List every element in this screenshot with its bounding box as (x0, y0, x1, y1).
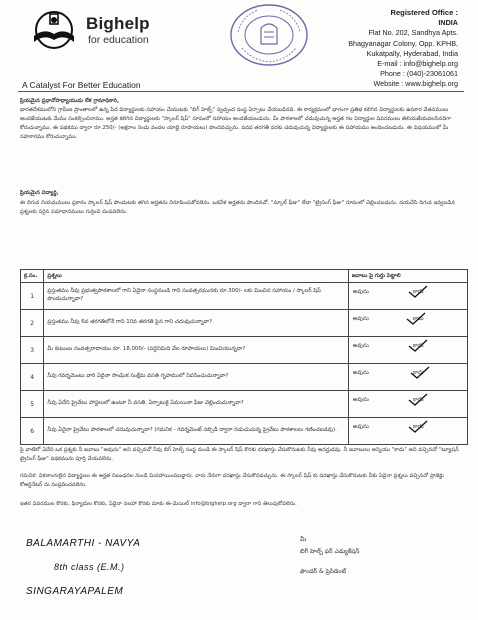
office-website: Website : www.bighelp.org (373, 79, 458, 89)
signature-block (300, 534, 360, 578)
question-text: మీ కుటుంబ సంవత్సరాదాయం రూ. 18,000/- (పద్దెనిమిది వేల రూపాయలు) మించియున్నదా? (44, 337, 348, 364)
handwritten-student-name: BALAMARTHI - NAVYA (26, 538, 141, 549)
eligibility-questions-table (20, 269, 468, 445)
letter-paragraph-note: గమనిక: వికలాంగులైన విద్యార్థులు ఈ అర్హత నిబంధనల నుండి మినహాయింపబడ్డారు. వారు నేరుగా దరఖాస్తు చేసుకొనవచ్చును. ఈ స్కాలర్ షిప్ కు దరఖాస్తు చేసుకొనుటకు నీకు ఏదైనా ప్రశ్నలు వచ్చినచో ప్రాజెక్టు కోఆర్డినేటర్ ను సంప్రదించవలెను. (20, 473, 444, 488)
answer-no-option[interactable]: కాదు (412, 397, 424, 403)
checkmark-icon (409, 366, 431, 380)
answer-cell (348, 391, 467, 418)
office-phone: Phone : (040)-23061061 (380, 69, 458, 79)
salutation-student: ప్రియమైన విద్యార్థి, (20, 190, 59, 196)
answer-yes-option[interactable]: అవును (352, 316, 369, 322)
answer-no-option[interactable]: కాదు (412, 289, 424, 295)
brand-name: Bighelp (86, 14, 150, 33)
letter-paragraph-contact: ఇతర వివరముల కొరకు, ఫిర్యాదుల కొరకు, ఏదైనా సలహా కొరకు మాకు ఈ-మెయిల్ info@bighelp.org ద్వారా గాని తెలుపుకోవలెను. (20, 501, 297, 507)
table-row (21, 283, 468, 310)
answer-no-option[interactable]: కాదు (412, 343, 424, 349)
table-row (21, 310, 468, 337)
answer-yes-option[interactable]: అవును (352, 424, 369, 430)
question-text: ప్రస్తుతము నీవు 6వ తరగతిలోనే గాని 10వ తరగతి పైన గాని చదువుచున్నావా? (44, 310, 348, 337)
answer-yes-option[interactable]: అవును (352, 370, 369, 376)
tagline: A Catalyst For Better Education (22, 80, 141, 90)
row-number: 1 (21, 283, 44, 310)
row-number: 6 (21, 418, 44, 445)
checkmark-icon (407, 339, 429, 353)
signature-organization: బిగ్ హెల్ప్ ఫర్ ఎడ్యుకేషన్ (300, 548, 360, 555)
header-divider (18, 91, 464, 92)
letter-paragraph-1: భారతదేశములోని గ్రామీణ ప్రాంతాలలో ఉన్న పేద విద్యార్థులకు సహాయం చేయుటకు "బిగ్ హెల్ప్" స్వచ్ఛంద సంస్థ ఏర్పాటు చేయబడినది. ఈ కార్యక్రమంలో భాగంగా ప్రతిభ కలిగిన విద్యార్థులకు ఉపకార వేతనములు అందజేయుటకు మేము సంకల్పించినాము. అర్హత కలిగిన విద్యార్థులకు "స్కాలర్ షిప్" రూపంలో సహాయం అందజేయబడును. మీ పాఠశాలలో చదువుచున్న అర్హత గల విద్యార్థుల వివరములు తెలియజేయవలసినదిగా కోరుచున్నాము. ఈ పథకము ద్వారా రూ.250/- (అక్షరాల రెండు వందల యాభై రూపాయలు) పొందవచ్చును. పదవ తరగతి వరకు చదువుచున్న విద్యార్థులకు ఈ సహాయము అందించబడును. ఈ విషయములో మీ సహకారము కోరుచున్నాము. (20, 107, 452, 141)
bighelp-logo (28, 10, 80, 50)
question-text: ప్రస్తుతము నీవు ప్రభుత్వపాఠశాలలో గాని ఏదైనా సంస్థనుండి గాని సంవత్సరమునకు రూ.300/- లకు మించిన సహాయం / స్కాలర్ షిప్ పొందుచున్నావా? (44, 283, 348, 310)
answer-cell (348, 337, 467, 364)
answer-no-option[interactable]: కాదు (412, 424, 424, 430)
row-number: 5 (21, 391, 44, 418)
row-number: 3 (21, 337, 44, 364)
checkmark-icon (405, 312, 427, 326)
signature-prefix: మీ (300, 536, 307, 543)
answer-no-option[interactable]: కాదు (412, 370, 424, 376)
answer-no-option[interactable]: కాదు (412, 316, 424, 322)
table-row (21, 418, 468, 445)
checkmark-icon (407, 393, 429, 407)
salutation-headmaster: ప్రియమైన ప్రధానోపాధ్యాయుడు లేక గ్రామాధికారి, (20, 98, 120, 104)
office-title: Registered Office : (390, 8, 458, 17)
office-country: INDIA (438, 18, 458, 28)
answer-cell (348, 364, 467, 391)
answer-yes-option[interactable]: అవును (352, 397, 369, 403)
table-row (21, 337, 468, 364)
row-number: 2 (21, 310, 44, 337)
question-text: నీవు ఏదైనా ప్రైవేటు పాఠశాలలో చదువుచున్నావా? (గమనిక - గవర్నమెంట్ సబ్సిడీ ద్వారా నడుచుచున్న ప్రైవేటు పాఠశాలలు గణించబడవు). (44, 418, 348, 445)
column-header-number: క్ర.సం. (21, 270, 44, 283)
table-header-row (21, 270, 468, 283)
handwritten-village: SINGARAYAPALEM (26, 586, 124, 597)
office-line: Kukatpally, Hyderabad, India (366, 48, 458, 58)
handwritten-class: 8th class (E.M.) (54, 562, 125, 572)
letter-paragraph-2: ఈ దిగువ నియమములు ప్రకారం స్కాలర్ షిప్ పొందుటకు తగిన అర్హతను నిరూపించుకోవలెను. ఒకవేళ అర్హతను పొందినచో, "స్కూల్ ఫీజు" లేదా "ట్రైనింగ్ ఫీజు" రూపంలో చెల్లించబడును. దయచేసి దిగువ ఇవ్వబడిన ప్రశ్నలకు సరైన సమాధానములు గుర్తించి పంపవలెను. (20, 200, 456, 216)
question-text: నీవు గవర్నమెంటు వారి ఏదైనా సాంఘిక సంక్షేమ వసతి గృహములో నివసించుచున్నావా? (44, 364, 348, 391)
row-number: 4 (21, 364, 44, 391)
checkmark-icon (407, 420, 429, 434)
column-header-answer: జవాబు పై గుర్తు పెట్టాలి (348, 270, 467, 283)
table-row (21, 391, 468, 418)
column-header-questions: ప్రశ్నలు (44, 270, 348, 283)
official-seal-stamp (228, 2, 310, 68)
office-line: Bhagyanagar Colony, Opp. KPHB, (348, 38, 458, 48)
answer-cell (348, 418, 467, 445)
letter-paragraph-3: పై వాటిలో ఏదేని ఒక ప్రశ్నకు నీ జవాబు "అవును" అని వచ్చినచో నీవు బిగ్ హెల్ప్ సంస్థ నుండి ఈ స్కాలర్ షిప్ కొరకు దరఖాస్తు చేసుకొనుటకు నీవు అనర్హుడవు. నీ జవాబులు అన్నియు "కాదు" అని వచ్చినచో "ట్యూషన్ ట్రైనింగ్ ఫీజు" పథకమును పూర్తి చేయవలెను. (20, 447, 459, 462)
answer-yes-option[interactable]: అవును (352, 343, 369, 349)
answer-cell (348, 310, 467, 337)
signature-title: ఫౌండర్ & ప్రెసిడెంట్ (300, 568, 347, 575)
registered-office-block (348, 8, 458, 90)
table-row (21, 364, 468, 391)
answer-cell (348, 283, 467, 310)
office-email: E-mail : info@bighelp.org (377, 59, 458, 69)
brand-subtitle: for education (88, 34, 149, 46)
checkmark-icon (407, 285, 429, 299)
answer-yes-option[interactable]: అవును (352, 289, 369, 295)
question-text: నీవు ఏదేని ప్రైవేటు హాస్టలులో ఉంటూ నీ వసతి, ఏర్పాటుకై ఏమయినా ఫీజు చెల్లించుచున్నావా? (44, 391, 348, 418)
office-line: Flat No. 202, Sandhya Apts. (368, 28, 458, 38)
